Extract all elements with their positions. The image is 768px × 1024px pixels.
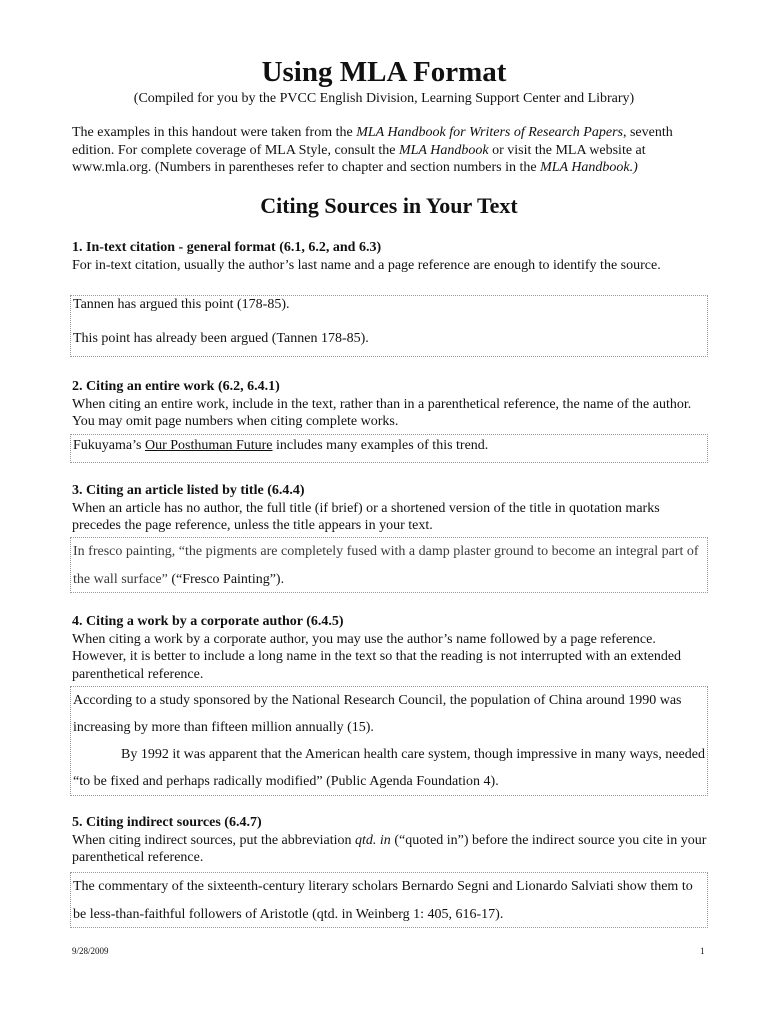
intro-text-2: , seventh edition. For complete coverage of MLA Style, consult the: [72, 125, 673, 158]
section-5-body-abbrev: qtd. in: [355, 832, 391, 848]
section-5-example: The commentary of the sixteenth-century literary scholars Bernardo Segni and Lionardo Salviati show them to be less-than-faithful followers of Aristotle (qtd. in Weinberg 1: 405, 616-17).: [73, 879, 693, 922]
section-2-example-title: Our Posthuman Future: [144, 438, 273, 453]
section-4: [72, 613, 708, 683]
section-4-example-paragraph-1: According to a study sponsored by the National Research Council, the population of China around 1990 was increasing by more than fifteen million annually (15).: [73, 693, 682, 735]
section-2-example-box: [70, 434, 708, 463]
section-5-body-pre: When citing indirect sources, put the abbreviation: [72, 832, 356, 848]
intro-text-3: or visit the MLA website at www.mla.org. (Numbers in parentheses refer to chapter and section numbers in the: [72, 142, 646, 175]
section-3-example-box: [70, 537, 708, 593]
section-3-example-citation: (“Fresco Painting”).: [167, 572, 285, 587]
section-1: [72, 239, 708, 274]
page-subtitle: (Compiled for you by the PVCC English Division, Learning Support Center and Library): [133, 91, 635, 106]
section-2-example-post: includes many examples of this trend.: [272, 438, 489, 453]
section-1-body: For in-text citation, usually the author’s last name and a page reference are enough to identify the source.: [72, 257, 661, 273]
section-1-example-line-2: This point has already been argued (Tannen 178-85).: [73, 330, 369, 346]
section-3-example: [73, 538, 705, 594]
intro-italic-handbook-title: MLA Handbook for Writers of Research Papers: [356, 125, 623, 140]
section-5-example-box: [70, 872, 708, 928]
footer-page-number: 1: [700, 946, 705, 956]
intro-italic-handbook: MLA Handbook: [398, 142, 489, 158]
section-5-heading: 5. Citing indirect sources (6.4.7): [72, 815, 262, 830]
section-5-body-post: (“quoted in”) before the indirect source you cite in your parenthetical reference.: [72, 832, 707, 865]
section-heading: Citing Sources in Your Text: [260, 193, 518, 218]
section-1-example-line-1: Tannen has argued this point (178-85).: [73, 297, 290, 312]
section-2-body: When citing an entire work, include in the text, rather than in a parenthetical reference, the name of the author. You may omit page numbers when citing complete works.: [72, 396, 692, 429]
section-5-body: [72, 832, 708, 867]
section-3: [72, 482, 708, 535]
page-title: Using MLA Format: [261, 56, 507, 88]
section-4-example-box: [70, 686, 708, 796]
section-4-heading: 4. Citing a work by a corporate author (6.4.5): [72, 614, 344, 629]
section-2-heading: 2. Citing an entire work (6.2, 6.4.1): [72, 379, 280, 394]
section-1-example-box: [70, 295, 708, 357]
section-3-example-quote: In fresco painting, “the pigments are completely fused with a damp plaster ground to become an integral part of the wall surface”: [73, 544, 699, 587]
section-4-body: When citing a work by a corporate author, you may use the author’s name followed by a page reference. However, it is better to include a long name in the text so that the reading is not interrupted with an extended parenthetical reference.: [72, 631, 682, 682]
section-2: [72, 378, 708, 431]
section-4-example-paragraph-2: By 1992 it was apparent that the American health care system, though impressive in many ways, needed “to be fixed and perhaps radically modified” (Public Agenda Foundation 4).: [73, 747, 705, 789]
section-5: [72, 814, 708, 867]
footer-date: 9/28/2009: [72, 946, 109, 956]
intro-paragraph: [72, 124, 692, 177]
section-1-heading: 1. In-text citation - general format (6.1, 6.2, and 6.3): [72, 240, 382, 255]
section-2-example: [73, 435, 705, 457]
section-2-example-pre: Fukuyama’s: [73, 438, 145, 453]
section-3-heading: 3. Citing an article listed by title (6.4.4): [72, 483, 305, 498]
intro-text-1: The examples in this handout were taken from the: [72, 125, 357, 140]
section-3-body: When an article has no author, the full title (if brief) or a shortened version of the title in quotation marks precedes the page reference, unless the title appears in your text.: [72, 500, 660, 533]
intro-italic-handbook-ref: MLA Handbook.): [540, 160, 638, 175]
